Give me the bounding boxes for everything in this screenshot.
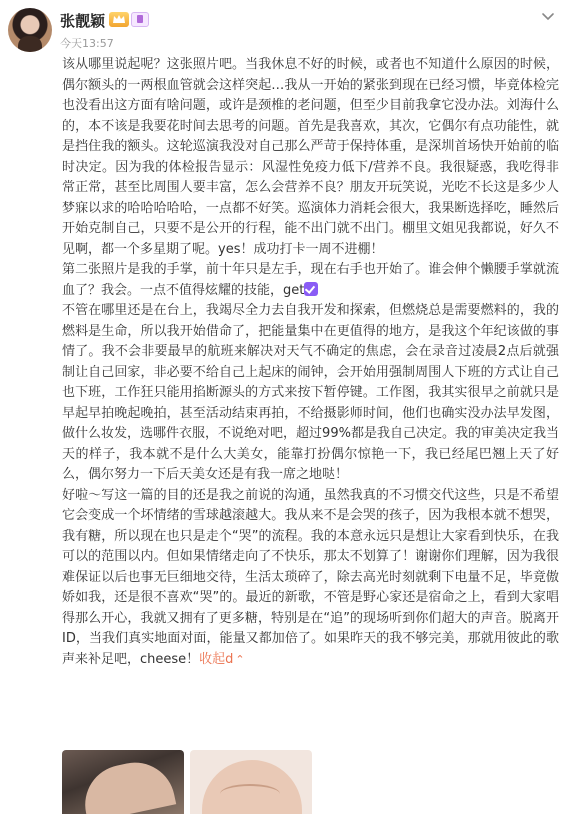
post-paragraph-text: 好啦～写这一篇的目的还是我之前说的沟通，虽然我真的不习惯交代这些，只是不希望它会变成一个坏情绪的雪球越滚越大。我从来不是会哭的孩子，因为我根本就不想哭，我有糖，所以现在也只是走个“哭”的流程。我的本意永远只是想让大家看到快乐，在我可以的范围以内。但如果情绪走向了不快乐，那太不划算了！谢谢你们理解，因为我很难保证以后也事无巨细地交待，生活太琐碎了，除去高光时刻就剩下电量不足，毕竟傲娇如我，还是很不喜欢“哭”的。最近的新歌，不管是野心家还是宿命之上，看到大家唱得那么开心，我就又拥有了更多糖，特别是在“追”的现场听到你们超大的声音。脱离开ID，当我们真实地面对面，能量又都加倍了。如果昨天的我不够完美，那就用彼此的歌声来补足吧，cheese！ xyxy=(62,487,559,667)
collapse-label: 收起d xyxy=(199,651,234,667)
post-paragraph xyxy=(62,260,559,301)
vip-crown-icon[interactable] xyxy=(109,12,129,27)
collapse-link[interactable] xyxy=(199,652,244,667)
chevron-down-icon[interactable] xyxy=(539,8,557,26)
checkmark-emoji-icon xyxy=(304,282,318,296)
avatar[interactable] xyxy=(8,8,52,52)
post-paragraph: 该从哪里说起呢？这张照片吧。当我休息不好的时候，或者也不知道什么原因的时候，偶尔额头的一两根血管就会这样突起…我从一开始的紧张到现在已经习惯，毕竟体检完也没看出这方面有啥问题，或许是颈椎的老问题，但至少目前我拿它没办法。刘海什么的，本不该是我要花时间去思考的问题。首先是我喜欢，其次，它偶尔有点功能性，就是挡住我的额头。这轮巡演我没对自己那么严苛于保持体重，是深圳首场快开始前的临时决定。因为我的体检报告显示：风湿性免疫力低下/营养不良。我很疑惑，我吃得非常正常，甚至比周围人要丰富，怎么会营养不良？朋友开玩笑说，光吃不长这是多少人梦寐以求的哈哈哈哈哈，一点都不好笑。巡演体力消耗会很大，我果断选择吃，睡然后开始克制自己，只要不是公开的行程，能不出门就不出门。棚里文姐见我都说，好久不见啊，都一个多星期了呢。yes！成功打卡一周不进棚！ xyxy=(62,57,559,257)
post-body xyxy=(62,55,559,670)
post-paragraph-text: 第二张照片是我的手掌，前十年只是左手，现在右手也开始了。谁会伸个懒腰手掌就流血了？我会。一点不值得炫耀的技能，get xyxy=(62,262,559,298)
chevron-up-icon: ⌃ xyxy=(235,652,245,666)
post-photo[interactable] xyxy=(190,750,312,814)
level-badge-icon[interactable] xyxy=(131,12,149,27)
username[interactable]: 张靓颖 xyxy=(60,12,106,30)
post-paragraph: 不管在哪里还是在台上，我竭尽全力去自我开发和探索，但燃烧总是需要燃料的，我的燃料是生命，所以我开始借命了，把能量集中在更值得的地方，是我这个年纪该做的事情了。我不会非要最早的航班来解决对天气不确定的焦虑，会在录音过凌晨2点后就强制让自己回家，非必要不给自己上起床的闹钟，会开始用强制周围人下班的方式让自己也下班，工作狂只能用掐断源头的方式来按下暂停键。工作图，我其实很早之前就只是早起早拍晚起晚拍，甚至活动结束再拍，不给摄影师时间，他们也确实没办法早发图，做什么妆发，选哪件衣服，不说绝对吧，超过99%都是我自己决定。我的审美决定我当天的样子，我本就不是什么大美女，能靠打扮偶尔惊艳一下，我已经尾巴翘上天了好么，偶尔努力一下后天美女还是有我一席之地哒！ xyxy=(62,303,559,482)
post-timestamp[interactable]: 今天13:57 xyxy=(60,37,114,50)
post-photo[interactable] xyxy=(62,750,184,814)
post-paragraph xyxy=(62,486,559,671)
post-header xyxy=(0,0,567,56)
